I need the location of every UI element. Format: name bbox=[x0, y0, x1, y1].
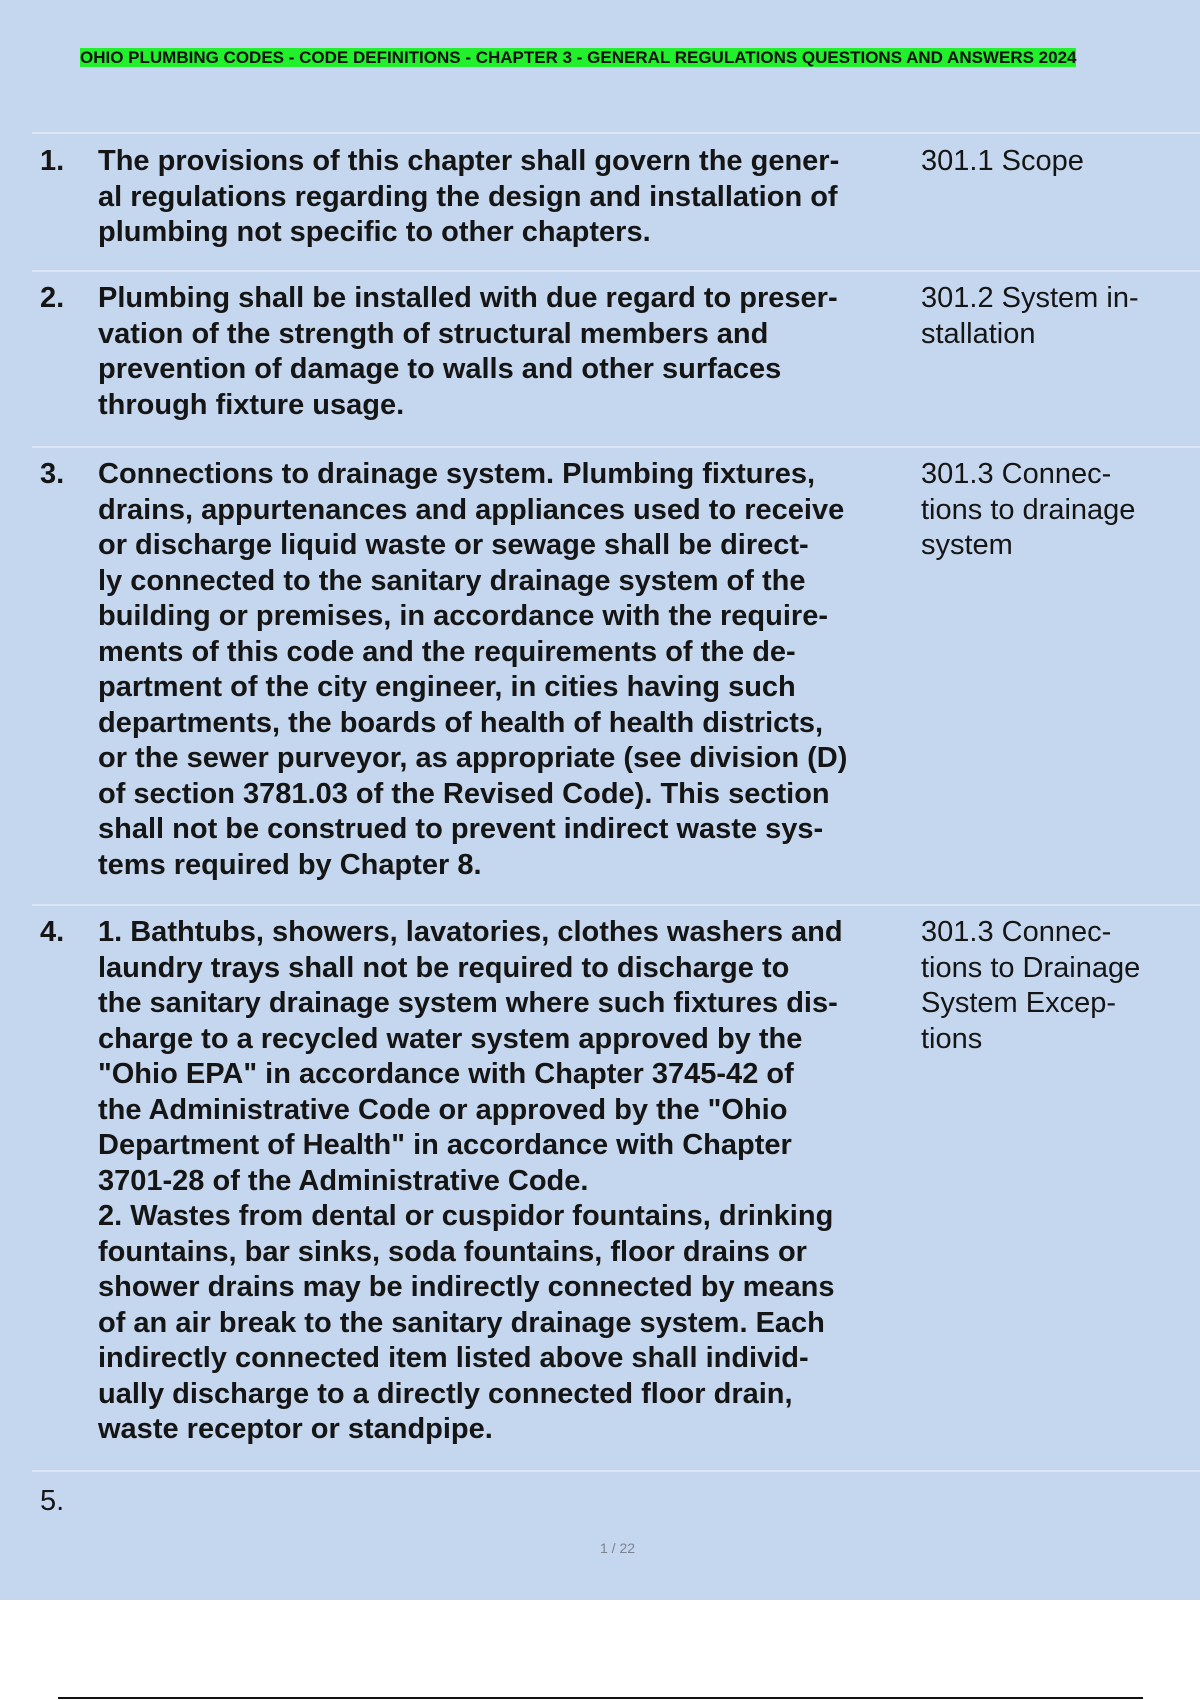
qa-item-4 bbox=[32, 904, 1200, 1470]
item-answer: 301.3 Connec- tions to drainage system bbox=[921, 458, 1136, 561]
item-question: 1. Bathtubs, showers, lavatories, clothes washers and laundry trays shall not be required to discharge to the sanitary drainage system where such fixtures dis- charge to a recycled water system approved by the "Ohio EPA" in accordance with Chapter 3745-42 of the Administrative Code or approved by the "Ohio Department of Health" in accordance with Chapter 3701-28 of the Administrative Code. 2. Wastes from dental or cuspidor fountains, drinking fountains, bar sinks, soda fountains, floor drains or shower drains may be indirectly connected by means of an air break to the sanitary drainage system. Each indirectly connected item listed above shall individ- ually discharge to a directly connected floor drain, waste receptor or standpipe. bbox=[98, 916, 843, 1445]
item-number: 1. bbox=[40, 145, 65, 177]
qa-item-3 bbox=[32, 446, 1200, 904]
item-answer: 301.1 Scope bbox=[921, 145, 1084, 177]
qa-item-2 bbox=[32, 270, 1200, 446]
document-title-highlight: OHIO PLUMBING CODES - CODE DEFINITIONS - CHAPTER 3 - GENERAL REGULATIONS QUESTIONS AND ANSWERS 2024 bbox=[80, 48, 1077, 67]
document-title bbox=[80, 47, 1120, 68]
qa-item-1 bbox=[32, 132, 1200, 270]
item-question: Plumbing shall be installed with due regard to preser- vation of the strength of structural members and prevention of damage to walls and other surfaces through fixture usage. bbox=[98, 282, 838, 421]
item-question: Connections to drainage system. Plumbing fixtures, drains, appurtenances and appliances used to receive or discharge liquid waste or sewage shall be direct- ly connected to the sanitary drainage system of the building or premises, in accordance with the require- ments of this code and the requirements of the de- partment of the city engineer, in cities having such departments, the boards of health of health districts, or the sewer purveyor, as appropriate (see division (D) of section 3781.03 of the Revised Code). This section shall not be construed to prevent indirect waste sys- tems required by Chapter 8. bbox=[98, 458, 848, 881]
footer-divider bbox=[58, 1697, 1143, 1699]
page-number: 1 / 22 bbox=[599, 1540, 636, 1556]
qa-list bbox=[32, 132, 1200, 1550]
item-question: The provisions of this chapter shall govern the gener- al regulations regarding the design and installation of plumbing not specific to other chapters. bbox=[98, 145, 840, 248]
item-answer: 301.3 Connec- tions to Drainage System Excep- tions bbox=[921, 916, 1141, 1055]
item-number: 3. bbox=[40, 458, 65, 490]
item-number: 2. bbox=[40, 282, 65, 314]
qa-item-5 bbox=[32, 1470, 1200, 1550]
item-number: 5. bbox=[40, 1485, 65, 1517]
item-number: 4. bbox=[40, 916, 65, 948]
item-answer: 301.2 System in- stallation bbox=[921, 282, 1139, 350]
